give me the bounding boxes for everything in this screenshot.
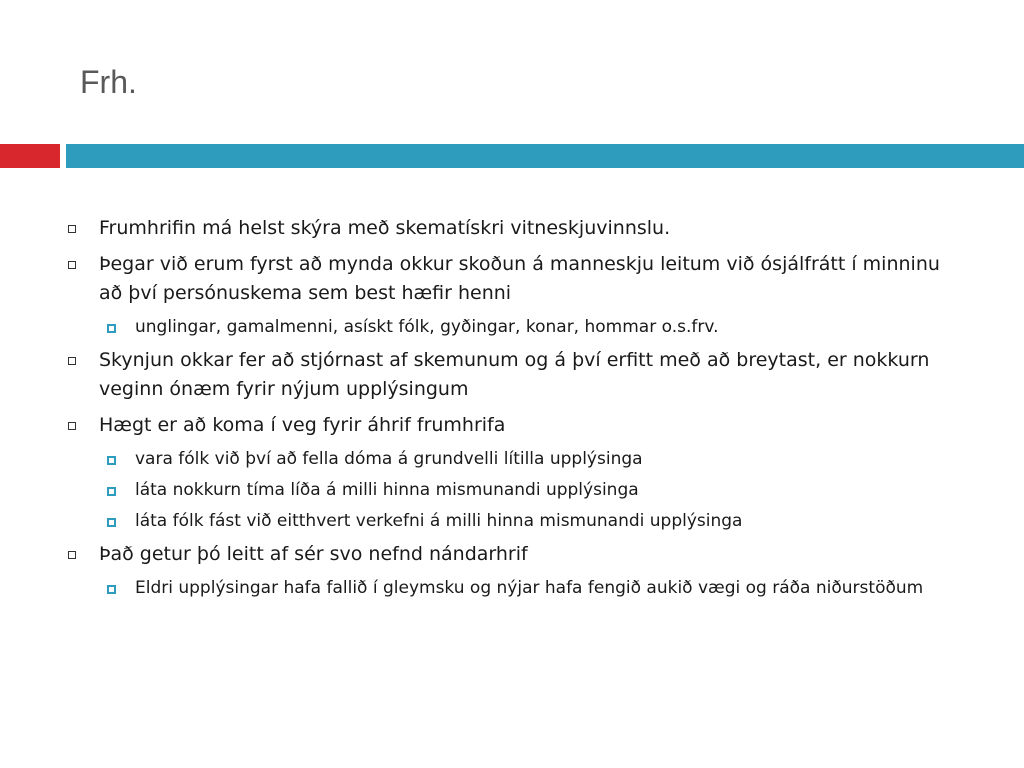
sub-bullet-item xyxy=(66,576,966,601)
bullet-text: Frumhrifin má helst skýra með skematískri vitneskjuvinnslu. xyxy=(99,217,671,239)
sub-bullet-item xyxy=(66,315,966,340)
blue-square-bullet-icon xyxy=(107,456,116,465)
square-bullet-icon xyxy=(68,225,76,233)
bullet-list xyxy=(66,214,966,607)
sub-bullet-text: Eldri upplýsingar hafa fallið í gleymsku og nýjar hafa fengið aukið vægi og ráða niðurstöðum xyxy=(135,578,924,598)
sub-bullet-text: vara fólk við því að fella dóma á grundvelli lítilla upplýsinga xyxy=(135,449,643,469)
blue-square-bullet-icon xyxy=(107,518,116,527)
sub-bullet-item xyxy=(66,447,966,472)
sub-bullet-item xyxy=(66,509,966,534)
accent-bar-blue xyxy=(66,144,1024,168)
blue-square-bullet-icon xyxy=(107,324,116,333)
bullet-item xyxy=(66,250,966,308)
slide-title: Frh. xyxy=(80,64,137,100)
bullet-text: Skynjun okkar fer að stjórnast af skemunum og á því erfitt með að breytast, er nokkurn veginn ónæm fyrir nýjum upplýsingum xyxy=(99,349,930,400)
sub-bullet-text: láta fólk fást við eitthvert verkefni á milli hinna mismunandi upplýsinga xyxy=(135,511,743,531)
sub-bullet-text: láta nokkurn tíma líða á milli hinna mismunandi upplýsinga xyxy=(135,480,639,500)
square-bullet-icon xyxy=(68,551,76,559)
sub-bullet-text: unglingar, gamalmenni, asískt fólk, gyðingar, konar, hommar o.s.frv. xyxy=(135,317,719,337)
blue-square-bullet-icon xyxy=(107,487,116,496)
square-bullet-icon xyxy=(68,422,76,430)
bullet-item xyxy=(66,346,966,404)
square-bullet-icon xyxy=(68,261,76,269)
blue-square-bullet-icon xyxy=(107,585,116,594)
bullet-text: Það getur þó leitt af sér svo nefnd nándarhrif xyxy=(99,543,528,565)
bullet-item xyxy=(66,411,966,440)
accent-bar-red xyxy=(0,144,60,168)
bullet-item xyxy=(66,214,966,243)
bullet-text: Hægt er að koma í veg fyrir áhrif frumhrifa xyxy=(99,414,506,436)
bullet-item xyxy=(66,540,966,569)
square-bullet-icon xyxy=(68,357,76,365)
bullet-text: Þegar við erum fyrst að mynda okkur skoðun á manneskju leitum við ósjálfrátt í minninu að því persónuskema sem best hæfir henni xyxy=(99,253,940,304)
sub-bullet-item xyxy=(66,478,966,503)
